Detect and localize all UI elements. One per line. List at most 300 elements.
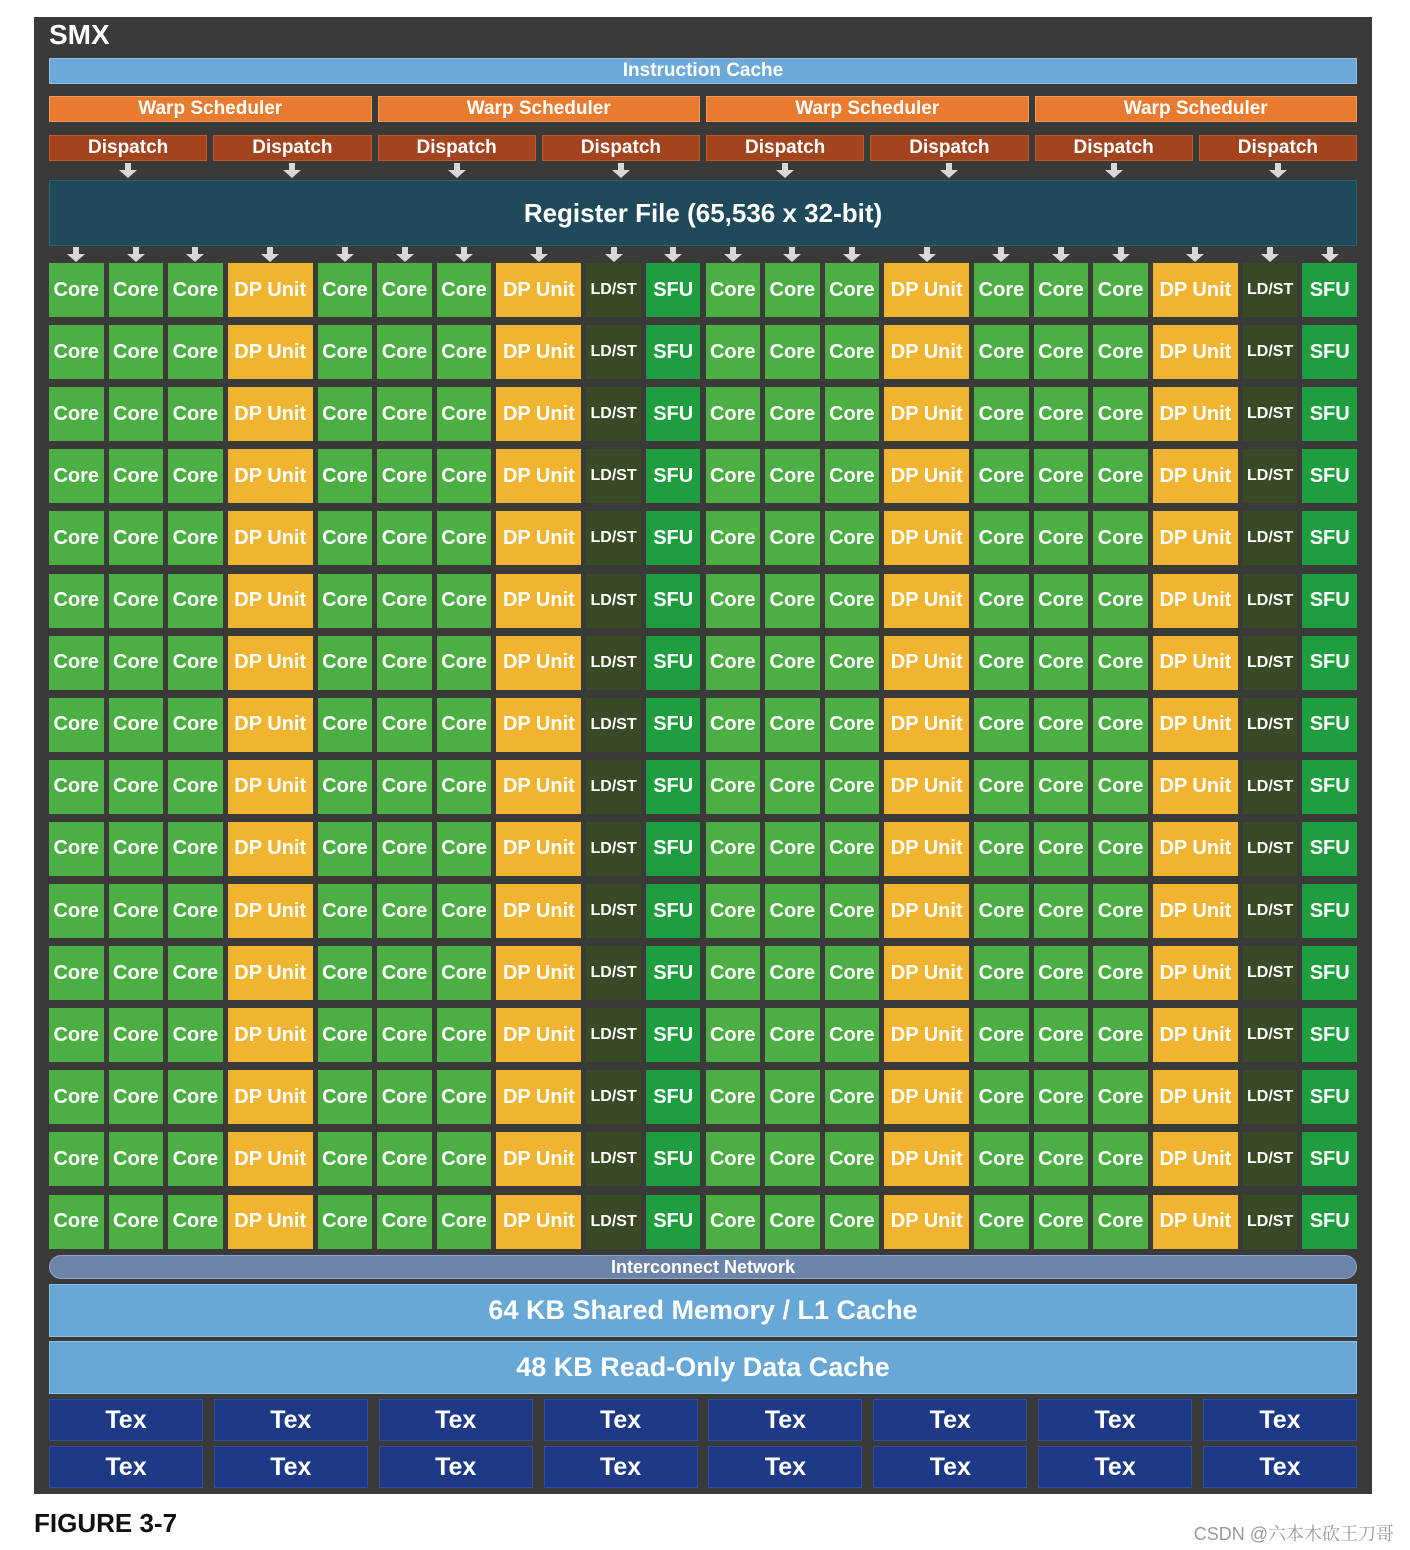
core-unit: Core: [318, 263, 373, 317]
ldst-unit: LD/ST: [586, 760, 641, 814]
shared-memory-l1-cache: 64 KB Shared Memory / L1 Cache: [49, 1284, 1357, 1337]
core-unit: Core: [1093, 946, 1148, 1000]
core-unit: Core: [168, 1070, 223, 1124]
dispatch-unit: Dispatch: [213, 135, 371, 161]
core-unit: Core: [109, 698, 164, 752]
dp-unit: DP Unit: [1153, 636, 1238, 690]
dp-unit: DP Unit: [1153, 449, 1238, 503]
down-arrow-icon: [454, 247, 474, 263]
dp-unit: DP Unit: [884, 325, 969, 379]
sfu-unit: SFU: [646, 760, 701, 814]
core-unit: Core: [825, 822, 880, 876]
core-unit: Core: [825, 1195, 880, 1249]
ldst-unit: LD/ST: [1243, 325, 1298, 379]
core-unit: Core: [168, 636, 223, 690]
core-unit: Core: [706, 1070, 761, 1124]
core-unit: Core: [1034, 511, 1089, 565]
core-unit: Core: [109, 946, 164, 1000]
core-unit: Core: [1034, 822, 1089, 876]
dispatch-unit: Dispatch: [1199, 135, 1357, 161]
core-unit: Core: [974, 822, 1029, 876]
core-unit: Core: [168, 1132, 223, 1186]
warp-scheduler: Warp Scheduler: [1035, 96, 1358, 122]
core-unit: Core: [1034, 1195, 1089, 1249]
dp-unit: DP Unit: [1153, 263, 1238, 317]
sfu-unit: SFU: [1302, 263, 1357, 317]
dp-unit: DP Unit: [496, 387, 581, 441]
ldst-unit: LD/ST: [1243, 574, 1298, 628]
execution-unit-row: [49, 574, 1357, 628]
ldst-unit: LD/ST: [586, 387, 641, 441]
core-unit: Core: [706, 1008, 761, 1062]
core-unit: Core: [437, 511, 492, 565]
core-unit: Core: [109, 636, 164, 690]
tex-unit: Tex: [544, 1399, 698, 1441]
core-unit: Core: [765, 511, 820, 565]
dp-unit: DP Unit: [496, 884, 581, 938]
tex-unit: Tex: [708, 1446, 862, 1488]
ldst-unit: LD/ST: [586, 1132, 641, 1186]
down-arrow-icon: [335, 247, 355, 263]
tex-unit: Tex: [214, 1446, 368, 1488]
core-unit: Core: [825, 1008, 880, 1062]
down-arrow-icon: [447, 163, 467, 179]
tex-unit: Tex: [1203, 1446, 1357, 1488]
dp-unit: DP Unit: [496, 760, 581, 814]
ldst-unit: LD/ST: [586, 325, 641, 379]
down-arrow-icon: [1185, 247, 1205, 263]
core-unit: Core: [318, 387, 373, 441]
interconnect-network: Interconnect Network: [49, 1255, 1357, 1279]
core-unit: Core: [318, 1008, 373, 1062]
core-unit: Core: [437, 263, 492, 317]
core-unit: Core: [109, 325, 164, 379]
down-arrow-icon: [723, 247, 743, 263]
dp-unit: DP Unit: [884, 698, 969, 752]
sfu-unit: SFU: [646, 822, 701, 876]
core-unit: Core: [974, 698, 1029, 752]
sfu-unit: SFU: [1302, 760, 1357, 814]
smx-block: [34, 17, 1372, 1494]
dp-unit: DP Unit: [228, 574, 313, 628]
down-arrow-icon: [611, 163, 631, 179]
ldst-unit: LD/ST: [1243, 1132, 1298, 1186]
dp-unit: DP Unit: [1153, 822, 1238, 876]
dp-unit: DP Unit: [884, 574, 969, 628]
dp-unit: DP Unit: [496, 822, 581, 876]
core-unit: Core: [974, 1070, 1029, 1124]
dispatch-unit: Dispatch: [378, 135, 536, 161]
core-unit: Core: [765, 263, 820, 317]
core-unit: Core: [318, 449, 373, 503]
core-unit: Core: [437, 387, 492, 441]
read-only-data-cache: 48 KB Read-Only Data Cache: [49, 1341, 1357, 1394]
dp-unit: DP Unit: [884, 884, 969, 938]
execution-unit-row: [49, 263, 1357, 317]
ldst-unit: LD/ST: [1243, 387, 1298, 441]
core-unit: Core: [706, 574, 761, 628]
ldst-unit: LD/ST: [1243, 263, 1298, 317]
core-unit: Core: [825, 1070, 880, 1124]
dp-unit: DP Unit: [1153, 1132, 1238, 1186]
core-unit: Core: [1034, 387, 1089, 441]
core-unit: Core: [168, 822, 223, 876]
core-unit: Core: [765, 325, 820, 379]
core-unit: Core: [825, 325, 880, 379]
core-unit: Core: [437, 698, 492, 752]
execution-unit-row: [49, 760, 1357, 814]
core-unit: Core: [437, 1132, 492, 1186]
core-unit: Core: [825, 263, 880, 317]
core-unit: Core: [377, 636, 432, 690]
core-unit: Core: [377, 1008, 432, 1062]
core-unit: Core: [706, 1132, 761, 1186]
ldst-unit: LD/ST: [586, 1008, 641, 1062]
core-unit: Core: [168, 511, 223, 565]
dp-unit: DP Unit: [228, 760, 313, 814]
core-unit: Core: [109, 760, 164, 814]
down-arrow-icon: [663, 247, 683, 263]
core-unit: Core: [377, 325, 432, 379]
dp-unit: DP Unit: [884, 263, 969, 317]
dp-unit: DP Unit: [228, 884, 313, 938]
sfu-unit: SFU: [1302, 1132, 1357, 1186]
dp-unit: DP Unit: [496, 574, 581, 628]
sfu-unit: SFU: [1302, 636, 1357, 690]
core-unit: Core: [377, 760, 432, 814]
core-unit: Core: [1093, 698, 1148, 752]
dp-unit: DP Unit: [496, 511, 581, 565]
sfu-unit: SFU: [1302, 449, 1357, 503]
sfu-unit: SFU: [646, 946, 701, 1000]
core-unit: Core: [437, 1008, 492, 1062]
sfu-unit: SFU: [1302, 387, 1357, 441]
core-unit: Core: [377, 884, 432, 938]
tex-unit: Tex: [1038, 1399, 1192, 1441]
dp-unit: DP Unit: [1153, 1008, 1238, 1062]
core-unit: Core: [974, 760, 1029, 814]
dp-unit: DP Unit: [884, 387, 969, 441]
execution-unit-row: [49, 946, 1357, 1000]
tex-unit: Tex: [873, 1399, 1027, 1441]
ldst-unit: LD/ST: [586, 1195, 641, 1249]
dp-unit: DP Unit: [228, 698, 313, 752]
core-unit: Core: [168, 698, 223, 752]
core-unit: Core: [706, 636, 761, 690]
sfu-unit: SFU: [646, 698, 701, 752]
core-unit: Core: [49, 1008, 104, 1062]
core-unit: Core: [168, 1008, 223, 1062]
execution-unit-row: [49, 325, 1357, 379]
down-arrow-icon: [66, 247, 86, 263]
core-unit: Core: [1093, 760, 1148, 814]
dp-unit: DP Unit: [496, 636, 581, 690]
core-unit: Core: [318, 698, 373, 752]
tex-unit: Tex: [379, 1446, 533, 1488]
sfu-unit: SFU: [646, 1132, 701, 1186]
core-unit: Core: [318, 884, 373, 938]
ldst-unit: LD/ST: [1243, 698, 1298, 752]
core-unit: Core: [706, 946, 761, 1000]
core-unit: Core: [1093, 636, 1148, 690]
ldst-unit: LD/ST: [1243, 1195, 1298, 1249]
sfu-unit: SFU: [1302, 946, 1357, 1000]
core-unit: Core: [765, 698, 820, 752]
core-unit: Core: [377, 263, 432, 317]
dp-unit: DP Unit: [228, 1008, 313, 1062]
core-unit: Core: [168, 263, 223, 317]
core-unit: Core: [974, 325, 1029, 379]
core-unit: Core: [109, 263, 164, 317]
dp-unit: DP Unit: [884, 1008, 969, 1062]
sfu-unit: SFU: [646, 1008, 701, 1062]
register-file: Register File (65,536 x 32-bit): [49, 180, 1357, 246]
dp-unit: DP Unit: [496, 263, 581, 317]
core-unit: Core: [1093, 263, 1148, 317]
core-unit: Core: [318, 325, 373, 379]
core-unit: Core: [825, 698, 880, 752]
core-unit: Core: [168, 449, 223, 503]
core-unit: Core: [437, 946, 492, 1000]
dp-unit: DP Unit: [884, 822, 969, 876]
core-unit: Core: [1093, 1195, 1148, 1249]
down-arrow-icon: [1111, 247, 1131, 263]
dp-unit: DP Unit: [496, 449, 581, 503]
sfu-unit: SFU: [1302, 325, 1357, 379]
warp-scheduler: Warp Scheduler: [49, 96, 372, 122]
core-unit: Core: [1034, 946, 1089, 1000]
watermark: CSDN @六本木砍王刀哥: [1193, 1524, 1394, 1544]
core-unit: Core: [377, 698, 432, 752]
core-unit: Core: [765, 822, 820, 876]
core-unit: Core: [377, 1132, 432, 1186]
dp-unit: DP Unit: [1153, 1195, 1238, 1249]
core-unit: Core: [49, 1132, 104, 1186]
sfu-unit: SFU: [1302, 1008, 1357, 1062]
core-unit: Core: [825, 760, 880, 814]
dp-unit: DP Unit: [228, 1195, 313, 1249]
core-unit: Core: [109, 1195, 164, 1249]
core-unit: Core: [109, 1070, 164, 1124]
core-unit: Core: [974, 574, 1029, 628]
sfu-unit: SFU: [646, 511, 701, 565]
core-unit: Core: [974, 636, 1029, 690]
core-unit: Core: [49, 387, 104, 441]
core-unit: Core: [318, 1132, 373, 1186]
dp-unit: DP Unit: [884, 511, 969, 565]
core-unit: Core: [765, 946, 820, 1000]
core-unit: Core: [49, 760, 104, 814]
tex-unit: Tex: [49, 1446, 203, 1488]
dispatch-unit: Dispatch: [542, 135, 700, 161]
execution-unit-row: [49, 1195, 1357, 1249]
dispatch-unit: Dispatch: [1035, 135, 1193, 161]
execution-unit-row: [49, 1008, 1357, 1062]
dp-unit: DP Unit: [1153, 325, 1238, 379]
sfu-unit: SFU: [1302, 511, 1357, 565]
core-unit: Core: [109, 511, 164, 565]
dp-unit: DP Unit: [496, 1070, 581, 1124]
ldst-unit: LD/ST: [1243, 636, 1298, 690]
core-unit: Core: [765, 760, 820, 814]
dp-unit: DP Unit: [1153, 574, 1238, 628]
down-arrow-icon: [842, 247, 862, 263]
core-unit: Core: [49, 698, 104, 752]
core-unit: Core: [168, 946, 223, 1000]
down-arrow-icon: [1320, 247, 1340, 263]
core-unit: Core: [1093, 884, 1148, 938]
core-unit: Core: [765, 1195, 820, 1249]
core-unit: Core: [318, 822, 373, 876]
core-unit: Core: [377, 946, 432, 1000]
core-unit: Core: [974, 946, 1029, 1000]
dispatch-unit: Dispatch: [49, 135, 207, 161]
execution-unit-row: [49, 698, 1357, 752]
core-unit: Core: [974, 884, 1029, 938]
core-unit: Core: [825, 511, 880, 565]
dispatch-arrows: [49, 162, 1357, 180]
core-unit: Core: [49, 884, 104, 938]
dp-unit: DP Unit: [1153, 698, 1238, 752]
core-unit: Core: [1093, 387, 1148, 441]
core-unit: Core: [765, 636, 820, 690]
sfu-unit: SFU: [646, 1070, 701, 1124]
core-unit: Core: [318, 1070, 373, 1124]
core-unit: Core: [109, 387, 164, 441]
down-arrow-icon: [126, 247, 146, 263]
core-unit: Core: [1034, 760, 1089, 814]
core-unit: Core: [1034, 1008, 1089, 1062]
core-unit: Core: [437, 760, 492, 814]
core-unit: Core: [1093, 1132, 1148, 1186]
core-unit: Core: [825, 1132, 880, 1186]
core-unit: Core: [765, 387, 820, 441]
core-unit: Core: [1034, 636, 1089, 690]
core-unit: Core: [1034, 1070, 1089, 1124]
ldst-unit: LD/ST: [1243, 760, 1298, 814]
core-unit: Core: [1093, 574, 1148, 628]
ldst-unit: LD/ST: [1243, 884, 1298, 938]
core-unit: Core: [825, 884, 880, 938]
dp-unit: DP Unit: [884, 1132, 969, 1186]
core-unit: Core: [377, 387, 432, 441]
core-unit: Core: [49, 1070, 104, 1124]
dp-unit: DP Unit: [884, 1070, 969, 1124]
execution-unit-row: [49, 1132, 1357, 1186]
core-unit: Core: [168, 884, 223, 938]
down-arrow-icon: [991, 247, 1011, 263]
core-unit: Core: [437, 325, 492, 379]
core-unit: Core: [109, 1132, 164, 1186]
down-arrow-icon: [604, 247, 624, 263]
register-file-arrows: [49, 246, 1357, 264]
sfu-unit: SFU: [646, 1195, 701, 1249]
core-unit: Core: [825, 449, 880, 503]
core-unit: Core: [109, 1008, 164, 1062]
tex-unit: Tex: [379, 1399, 533, 1441]
ldst-unit: LD/ST: [1243, 511, 1298, 565]
core-unit: Core: [1093, 822, 1148, 876]
down-arrow-icon: [282, 163, 302, 179]
ldst-unit: LD/ST: [586, 946, 641, 1000]
sfu-unit: SFU: [1302, 574, 1357, 628]
dp-unit: DP Unit: [884, 1195, 969, 1249]
core-unit: Core: [974, 511, 1029, 565]
dp-unit: DP Unit: [228, 325, 313, 379]
dp-unit: DP Unit: [884, 636, 969, 690]
core-unit: Core: [109, 822, 164, 876]
core-unit: Core: [1093, 449, 1148, 503]
down-arrow-icon: [775, 163, 795, 179]
core-unit: Core: [168, 760, 223, 814]
execution-unit-row: [49, 511, 1357, 565]
core-unit: Core: [437, 449, 492, 503]
core-unit: Core: [377, 822, 432, 876]
core-unit: Core: [765, 1132, 820, 1186]
down-arrow-icon: [529, 247, 549, 263]
core-unit: Core: [825, 636, 880, 690]
tex-unit: Tex: [544, 1446, 698, 1488]
core-unit: Core: [49, 263, 104, 317]
warp-scheduler: Warp Scheduler: [706, 96, 1029, 122]
dp-unit: DP Unit: [228, 822, 313, 876]
sfu-unit: SFU: [1302, 822, 1357, 876]
dp-unit: DP Unit: [496, 1008, 581, 1062]
core-unit: Core: [1034, 1132, 1089, 1186]
dp-unit: DP Unit: [228, 1132, 313, 1186]
core-unit: Core: [706, 511, 761, 565]
dp-unit: DP Unit: [1153, 884, 1238, 938]
dp-unit: DP Unit: [1153, 387, 1238, 441]
core-unit: Core: [168, 1195, 223, 1249]
dp-unit: DP Unit: [884, 760, 969, 814]
ldst-unit: LD/ST: [586, 636, 641, 690]
core-unit: Core: [49, 1195, 104, 1249]
core-unit: Core: [974, 263, 1029, 317]
down-arrow-icon: [1104, 163, 1124, 179]
ldst-unit: LD/ST: [1243, 449, 1298, 503]
sfu-unit: SFU: [646, 263, 701, 317]
ldst-unit: LD/ST: [586, 263, 641, 317]
dispatch-row: [49, 135, 1357, 161]
core-unit: Core: [706, 387, 761, 441]
dp-unit: DP Unit: [228, 263, 313, 317]
core-unit: Core: [765, 1070, 820, 1124]
down-arrow-icon: [118, 163, 138, 179]
dp-unit: DP Unit: [496, 1195, 581, 1249]
ldst-unit: LD/ST: [1243, 946, 1298, 1000]
core-unit: Core: [706, 1195, 761, 1249]
dp-unit: DP Unit: [1153, 760, 1238, 814]
core-unit: Core: [109, 884, 164, 938]
warp-scheduler: Warp Scheduler: [378, 96, 701, 122]
tex-unit: Tex: [214, 1399, 368, 1441]
core-unit: Core: [168, 574, 223, 628]
core-unit: Core: [1034, 574, 1089, 628]
ldst-unit: LD/ST: [586, 1070, 641, 1124]
down-arrow-icon: [917, 247, 937, 263]
core-unit: Core: [109, 574, 164, 628]
core-unit: Core: [49, 325, 104, 379]
sfu-unit: SFU: [646, 449, 701, 503]
dp-unit: DP Unit: [228, 946, 313, 1000]
dp-unit: DP Unit: [496, 1132, 581, 1186]
sfu-unit: SFU: [646, 325, 701, 379]
core-unit: Core: [706, 884, 761, 938]
down-arrow-icon: [395, 247, 415, 263]
sfu-unit: SFU: [646, 884, 701, 938]
dispatch-unit: Dispatch: [870, 135, 1028, 161]
